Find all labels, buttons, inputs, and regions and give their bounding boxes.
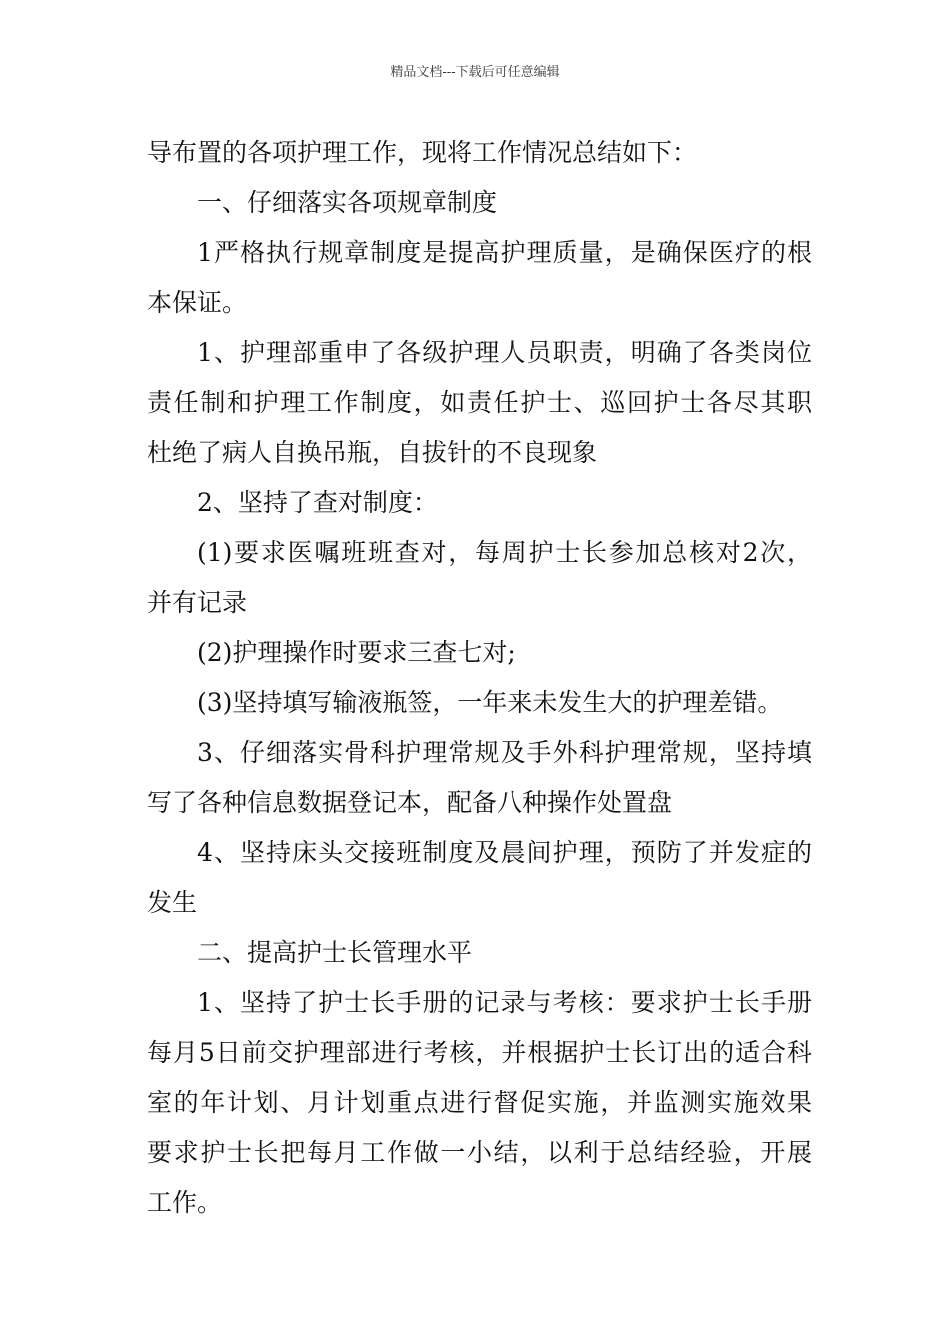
- text-line: 4、坚持床头交接班制度及晨间护理，预防了并发症的: [197, 838, 812, 867]
- text-line: 并有记录: [147, 588, 248, 617]
- text-line: 责任制和护理工作制度，如责任护士、巡回护士各尽其职: [147, 388, 812, 417]
- text-line: (3)坚持填写输液瓶签，一年来未发生大的护理差错。: [197, 688, 783, 717]
- text-line: 1严格执行规章制度是提高护理质量，是确保医疗的根: [197, 238, 812, 267]
- text-line: 1、坚持了护士长手册的记录与考核：要求护士长手册: [197, 988, 812, 1017]
- text-line: (2)护理操作时要求三查七对;: [197, 638, 516, 667]
- text-line: 一、仔细落实各项规章制度: [197, 188, 498, 217]
- text-line: 写了各种信息数据登记本，配备八种操作处置盘: [147, 788, 673, 817]
- text-line: 每月5日前交护理部进行考核，并根据护士长订出的适合科: [147, 1038, 812, 1067]
- text-line: 工作。: [147, 1188, 223, 1217]
- document-body: [147, 128, 812, 1228]
- text-line: 二、提高护士长管理水平: [197, 938, 473, 967]
- text-line: 要求护士长把每月工作做一小结，以利于总结经验，开展: [147, 1138, 812, 1167]
- text-line: 1、护理部重申了各级护理人员职责，明确了各类岗位: [197, 338, 812, 367]
- text-line: 3、仔细落实骨科护理常规及手外科护理常规，坚持填: [197, 738, 812, 767]
- text-line: 发生: [147, 888, 198, 917]
- page-header: 精品文档---下载后可任意编辑: [390, 65, 560, 80]
- text-line: 2、坚持了查对制度：: [197, 488, 438, 517]
- text-line: 本保证。: [147, 288, 248, 317]
- text-line: 室的年计划、月计划重点进行督促实施，并监测实施效果: [147, 1088, 812, 1117]
- text-line: (1)要求医嘱班班查对，每周护士长参加总核对2次，: [197, 538, 812, 567]
- text-line: 导布置的各项护理工作，现将工作情况总结如下：: [147, 138, 698, 167]
- text-line: 杜绝了病人自换吊瓶，自拔针的不良现象: [147, 438, 598, 467]
